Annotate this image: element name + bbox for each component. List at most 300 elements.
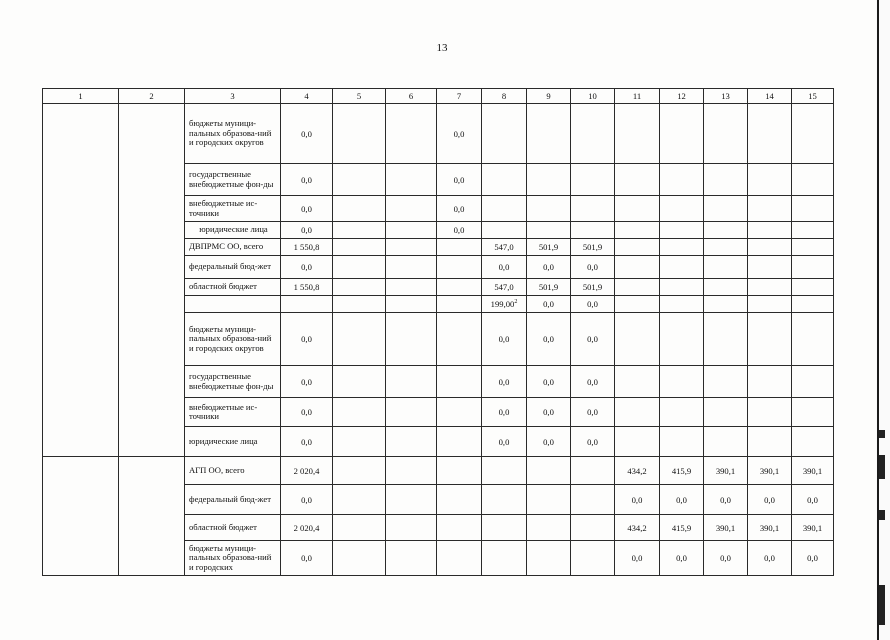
value-cell [704, 256, 748, 279]
cell-value: 434,2 [627, 465, 647, 476]
value-cell [792, 239, 834, 256]
value-cell [571, 279, 615, 296]
header-cell: 15 [792, 89, 834, 104]
value-cell [571, 164, 615, 196]
cell-value: 0,0 [301, 262, 312, 272]
value-cell [527, 296, 571, 313]
value-cell [704, 104, 748, 164]
value-cell [571, 256, 615, 279]
cell-value: 0,0 [498, 407, 510, 417]
value-cell [748, 164, 792, 196]
value-cell [281, 222, 333, 239]
category-label-cell [185, 457, 281, 485]
value-cell [527, 104, 571, 164]
value-cell [482, 279, 527, 296]
value-cell [437, 256, 482, 279]
value-cell [704, 196, 748, 222]
value-cell [615, 366, 660, 398]
value-cell [704, 296, 748, 313]
value-cell [281, 296, 333, 313]
cell-value: 0,0 [587, 262, 598, 272]
value-cell [792, 427, 834, 457]
value-cell [615, 239, 660, 256]
value-cell [437, 427, 482, 457]
value-cell [333, 457, 386, 485]
value-cell [660, 296, 704, 313]
value-cell [386, 296, 437, 313]
category-label-cell [185, 239, 281, 256]
cell-value: 0,0 [543, 407, 554, 417]
value-cell [333, 485, 386, 515]
value-cell [615, 164, 660, 196]
value-cell [748, 222, 792, 239]
cell-value: 0,0 [631, 553, 643, 563]
value-cell [281, 164, 333, 196]
value-cell [660, 239, 704, 256]
category-label-cell [185, 104, 281, 164]
value-cell [571, 104, 615, 164]
value-cell [660, 164, 704, 196]
header-cell: 14 [748, 89, 792, 104]
value-cell [748, 313, 792, 366]
category-label: бюджеты муници-пальных образова-ний и городских округов [189, 118, 272, 148]
value-cell [704, 279, 748, 296]
value-cell [615, 222, 660, 239]
value-cell [527, 398, 571, 427]
value-cell [571, 398, 615, 427]
value-cell [660, 279, 704, 296]
cell-value: 0,0 [543, 299, 554, 309]
category-label-cell [185, 164, 281, 196]
value-cell [437, 541, 482, 576]
cell-value: 0,0 [453, 225, 465, 235]
cell-value: 0,0 [301, 436, 312, 447]
value-cell [748, 279, 792, 296]
cell-value: 547,0 [494, 282, 514, 292]
category-label: государственные внебюджетные фон-ды [189, 371, 274, 391]
scan-edge-mark [879, 510, 885, 520]
value-cell [333, 296, 386, 313]
cell-value: 415,9 [671, 522, 692, 533]
header-cell: 2 [119, 89, 185, 104]
value-cell [281, 366, 333, 398]
value-cell [571, 485, 615, 515]
category-label: ДВПРМС ОО, всего [189, 241, 264, 252]
value-cell [437, 485, 482, 515]
value-cell [386, 279, 437, 296]
page-number: 13 [436, 42, 448, 54]
value-cell [704, 164, 748, 196]
value-cell [660, 222, 704, 239]
header-cell: 3 [185, 89, 281, 104]
value-cell [386, 366, 437, 398]
cell-value: 1 550,8 [293, 282, 320, 292]
category-label-cell [185, 427, 281, 457]
value-cell [333, 256, 386, 279]
value-cell [615, 515, 660, 541]
category-label: областной бюджет [189, 521, 257, 532]
value-cell [281, 398, 333, 427]
value-cell [792, 485, 834, 515]
category-label: юридические лица [189, 435, 258, 446]
category-label: АГП ОО, всего [189, 464, 245, 475]
value-cell [615, 427, 660, 457]
value-cell [660, 104, 704, 164]
value-cell [615, 485, 660, 515]
value-cell [660, 541, 704, 576]
cell-value: 0,0 [720, 553, 731, 563]
value-cell [386, 104, 437, 164]
category-label: внебюджетные ис-точники [189, 401, 258, 421]
category-label: государственные внебюджетные фон-ды [189, 169, 274, 189]
value-cell [704, 541, 748, 576]
cell-value: 0,0 [301, 407, 312, 417]
value-cell [748, 515, 792, 541]
cell-value: 390,1 [759, 465, 780, 476]
value-cell [437, 457, 482, 485]
value-cell [527, 541, 571, 576]
value-cell [660, 515, 704, 541]
cell-value: 0,0 [543, 376, 554, 387]
value-cell [482, 222, 527, 239]
value-cell [748, 296, 792, 313]
value-cell [386, 239, 437, 256]
value-cell [792, 398, 834, 427]
header-cell: 8 [482, 89, 527, 104]
value-cell [571, 427, 615, 457]
value-cell [386, 222, 437, 239]
value-cell [482, 313, 527, 366]
value-cell [437, 104, 482, 164]
cell-value: 0,0 [301, 174, 312, 185]
value-cell [748, 427, 792, 457]
value-cell [386, 256, 437, 279]
value-cell [792, 515, 834, 541]
value-cell [748, 196, 792, 222]
value-cell [527, 427, 571, 457]
value-cell [333, 366, 386, 398]
cell-value: 0,0 [498, 436, 510, 447]
table-row [43, 457, 834, 485]
value-cell [437, 515, 482, 541]
value-cell [792, 104, 834, 164]
value-cell [482, 239, 527, 256]
value-cell [386, 515, 437, 541]
value-cell [748, 485, 792, 515]
value-cell [482, 398, 527, 427]
value-cell [333, 313, 386, 366]
value-cell [615, 296, 660, 313]
cell-value: 0,0 [587, 334, 598, 344]
cell-value: 2 020,4 [293, 465, 320, 476]
value-cell [333, 164, 386, 196]
value-cell [333, 427, 386, 457]
header-cell: 4 [281, 89, 333, 104]
value-cell [704, 398, 748, 427]
scan-edge-mark [879, 430, 885, 438]
value-cell [571, 222, 615, 239]
value-cell [482, 515, 527, 541]
cell-value: 390,1 [715, 522, 736, 533]
category-label-cell [185, 296, 281, 313]
header-cell: 9 [527, 89, 571, 104]
value-cell [527, 279, 571, 296]
cell-value: 390,1 [802, 465, 823, 476]
value-cell [704, 222, 748, 239]
value-cell [527, 515, 571, 541]
value-cell [527, 313, 571, 366]
cell-value: 390,1 [715, 465, 736, 476]
cell-value: 547,0 [494, 242, 514, 252]
cell-value: 0,0 [764, 494, 775, 505]
value-cell [748, 256, 792, 279]
cell-value: 0,0 [498, 376, 510, 387]
header-cell: 11 [615, 89, 660, 104]
value-cell [615, 279, 660, 296]
cell-value: 0,0 [587, 376, 598, 387]
cell-value: 434,2 [627, 522, 647, 533]
value-cell [482, 104, 527, 164]
value-cell [281, 104, 333, 164]
cell-value: 501,9 [538, 282, 559, 292]
value-cell [333, 196, 386, 222]
category-label: бюджеты муници-пальных образова-ний и городских округов [189, 323, 272, 353]
value-cell [792, 457, 834, 485]
header-cell: 12 [660, 89, 704, 104]
value-cell [281, 457, 333, 485]
cell-value: 0,0 [676, 553, 687, 563]
value-cell [704, 313, 748, 366]
value-cell [748, 366, 792, 398]
category-label-cell [185, 485, 281, 515]
category-label-cell [185, 256, 281, 279]
cell-value: 501,9 [538, 242, 559, 252]
value-cell [386, 485, 437, 515]
cell-value: 0,0 [498, 334, 510, 344]
category-label-cell [185, 398, 281, 427]
value-cell [571, 515, 615, 541]
cell-value: 501,9 [582, 282, 603, 292]
cell-value: 501,9 [582, 242, 603, 252]
value-cell [704, 427, 748, 457]
column-2-cell [119, 104, 185, 457]
scan-edge-mark [879, 455, 885, 479]
budget-table [42, 88, 834, 576]
value-cell [482, 164, 527, 196]
cell-value: 0,0 [543, 334, 554, 344]
category-label: внебюджетные ис-точники [189, 198, 258, 218]
value-cell [386, 398, 437, 427]
value-cell [527, 164, 571, 196]
value-cell [386, 164, 437, 196]
value-cell [333, 398, 386, 427]
cell-value: 0,0 [676, 494, 687, 505]
value-cell [437, 222, 482, 239]
value-cell [792, 164, 834, 196]
value-cell [571, 313, 615, 366]
category-label: областной бюджет [189, 281, 257, 292]
cell-value: 0,0 [587, 436, 598, 447]
value-cell [437, 366, 482, 398]
category-label-cell [185, 313, 281, 366]
value-cell [527, 366, 571, 398]
value-cell [615, 398, 660, 427]
value-cell [615, 541, 660, 576]
value-cell [482, 256, 527, 279]
value-cell [748, 104, 792, 164]
value-cell [615, 196, 660, 222]
value-cell [571, 541, 615, 576]
value-cell [660, 256, 704, 279]
footnote-marker: 2 [514, 299, 518, 306]
column-2-cell [119, 457, 185, 576]
value-cell [482, 296, 527, 313]
value-cell [571, 457, 615, 485]
value-cell [792, 256, 834, 279]
value-cell [748, 239, 792, 256]
value-cell [333, 515, 386, 541]
cell-value: 0,0 [587, 299, 598, 309]
header-cell: 13 [704, 89, 748, 104]
value-cell [704, 366, 748, 398]
value-cell [281, 427, 333, 457]
cell-value: 0,0 [543, 262, 554, 272]
value-cell [527, 196, 571, 222]
cell-value: 415,9 [671, 465, 692, 476]
value-cell [615, 457, 660, 485]
category-label-cell [185, 222, 281, 239]
value-cell [281, 313, 333, 366]
value-cell [748, 457, 792, 485]
cell-value: 0,0 [301, 128, 312, 139]
value-cell [386, 457, 437, 485]
value-cell [386, 541, 437, 576]
cell-value: 1 550,8 [293, 242, 320, 252]
value-cell [527, 239, 571, 256]
cell-value: 0,0 [453, 203, 465, 214]
value-cell [386, 313, 437, 366]
value-cell [482, 427, 527, 457]
cell-value: 0,0 [453, 174, 465, 185]
value-cell [660, 196, 704, 222]
cell-value: 0,0 [453, 128, 465, 139]
value-cell [482, 485, 527, 515]
value-cell [437, 239, 482, 256]
value-cell [748, 398, 792, 427]
value-cell [704, 239, 748, 256]
value-cell [792, 296, 834, 313]
value-cell [704, 485, 748, 515]
value-cell [615, 313, 660, 366]
value-cell [482, 196, 527, 222]
value-cell [527, 485, 571, 515]
cell-value: 0,0 [301, 334, 312, 344]
category-label-cell [185, 279, 281, 296]
category-label: федеральный бюд-жет [189, 493, 271, 504]
header-row [43, 89, 834, 104]
value-cell [571, 366, 615, 398]
value-cell [437, 313, 482, 366]
category-label-cell [185, 196, 281, 222]
cell-value: 0,0 [807, 553, 818, 563]
cell-value: 0,0 [543, 436, 554, 447]
value-cell [437, 196, 482, 222]
value-cell [792, 279, 834, 296]
value-cell [386, 196, 437, 222]
header-cell: 1 [43, 89, 119, 104]
header-cell: 7 [437, 89, 482, 104]
cell-value: 0,0 [301, 553, 312, 563]
value-cell [333, 239, 386, 256]
category-label: бюджеты муници-пальных образова-ний и городских [189, 542, 272, 572]
value-cell [571, 196, 615, 222]
category-label-cell [185, 515, 281, 541]
value-cell [660, 427, 704, 457]
value-cell [281, 279, 333, 296]
cell-value: 199,00 [490, 299, 515, 309]
header-cell: 10 [571, 89, 615, 104]
header-cell: 6 [386, 89, 437, 104]
value-cell [281, 485, 333, 515]
cell-value: 0,0 [301, 203, 312, 214]
category-label: юридические лица [199, 224, 268, 235]
value-cell [386, 427, 437, 457]
value-cell [615, 256, 660, 279]
value-cell [281, 196, 333, 222]
value-cell [437, 164, 482, 196]
value-cell [482, 541, 527, 576]
cell-value: 0,0 [764, 553, 775, 563]
value-cell [281, 541, 333, 576]
value-cell [437, 398, 482, 427]
value-cell [437, 279, 482, 296]
value-cell [660, 366, 704, 398]
value-cell [660, 457, 704, 485]
value-cell [660, 398, 704, 427]
cell-value: 390,1 [802, 522, 823, 533]
value-cell [482, 457, 527, 485]
column-1-cell [43, 457, 119, 576]
value-cell [792, 196, 834, 222]
cell-value: 0,0 [301, 494, 312, 505]
value-cell [333, 541, 386, 576]
cell-value: 0,0 [631, 494, 643, 505]
value-cell [527, 256, 571, 279]
value-cell [660, 485, 704, 515]
value-cell [333, 279, 386, 296]
value-cell [704, 515, 748, 541]
value-cell [792, 366, 834, 398]
cell-value: 0,0 [301, 376, 312, 387]
table-row [43, 104, 834, 164]
value-cell [527, 222, 571, 239]
cell-value: 0,0 [720, 494, 731, 505]
value-cell [571, 239, 615, 256]
value-cell [437, 296, 482, 313]
value-cell [704, 457, 748, 485]
category-label-cell [185, 366, 281, 398]
cell-value: 0,0 [807, 494, 818, 505]
value-cell [281, 239, 333, 256]
column-1-cell [43, 104, 119, 457]
cell-value: 0,0 [301, 225, 312, 235]
value-cell [281, 515, 333, 541]
cell-value: 2 020,4 [293, 522, 320, 533]
value-cell [660, 313, 704, 366]
category-label: федеральный бюд-жет [189, 261, 271, 272]
cell-value: 390,1 [759, 522, 780, 533]
header-cell: 5 [333, 89, 386, 104]
